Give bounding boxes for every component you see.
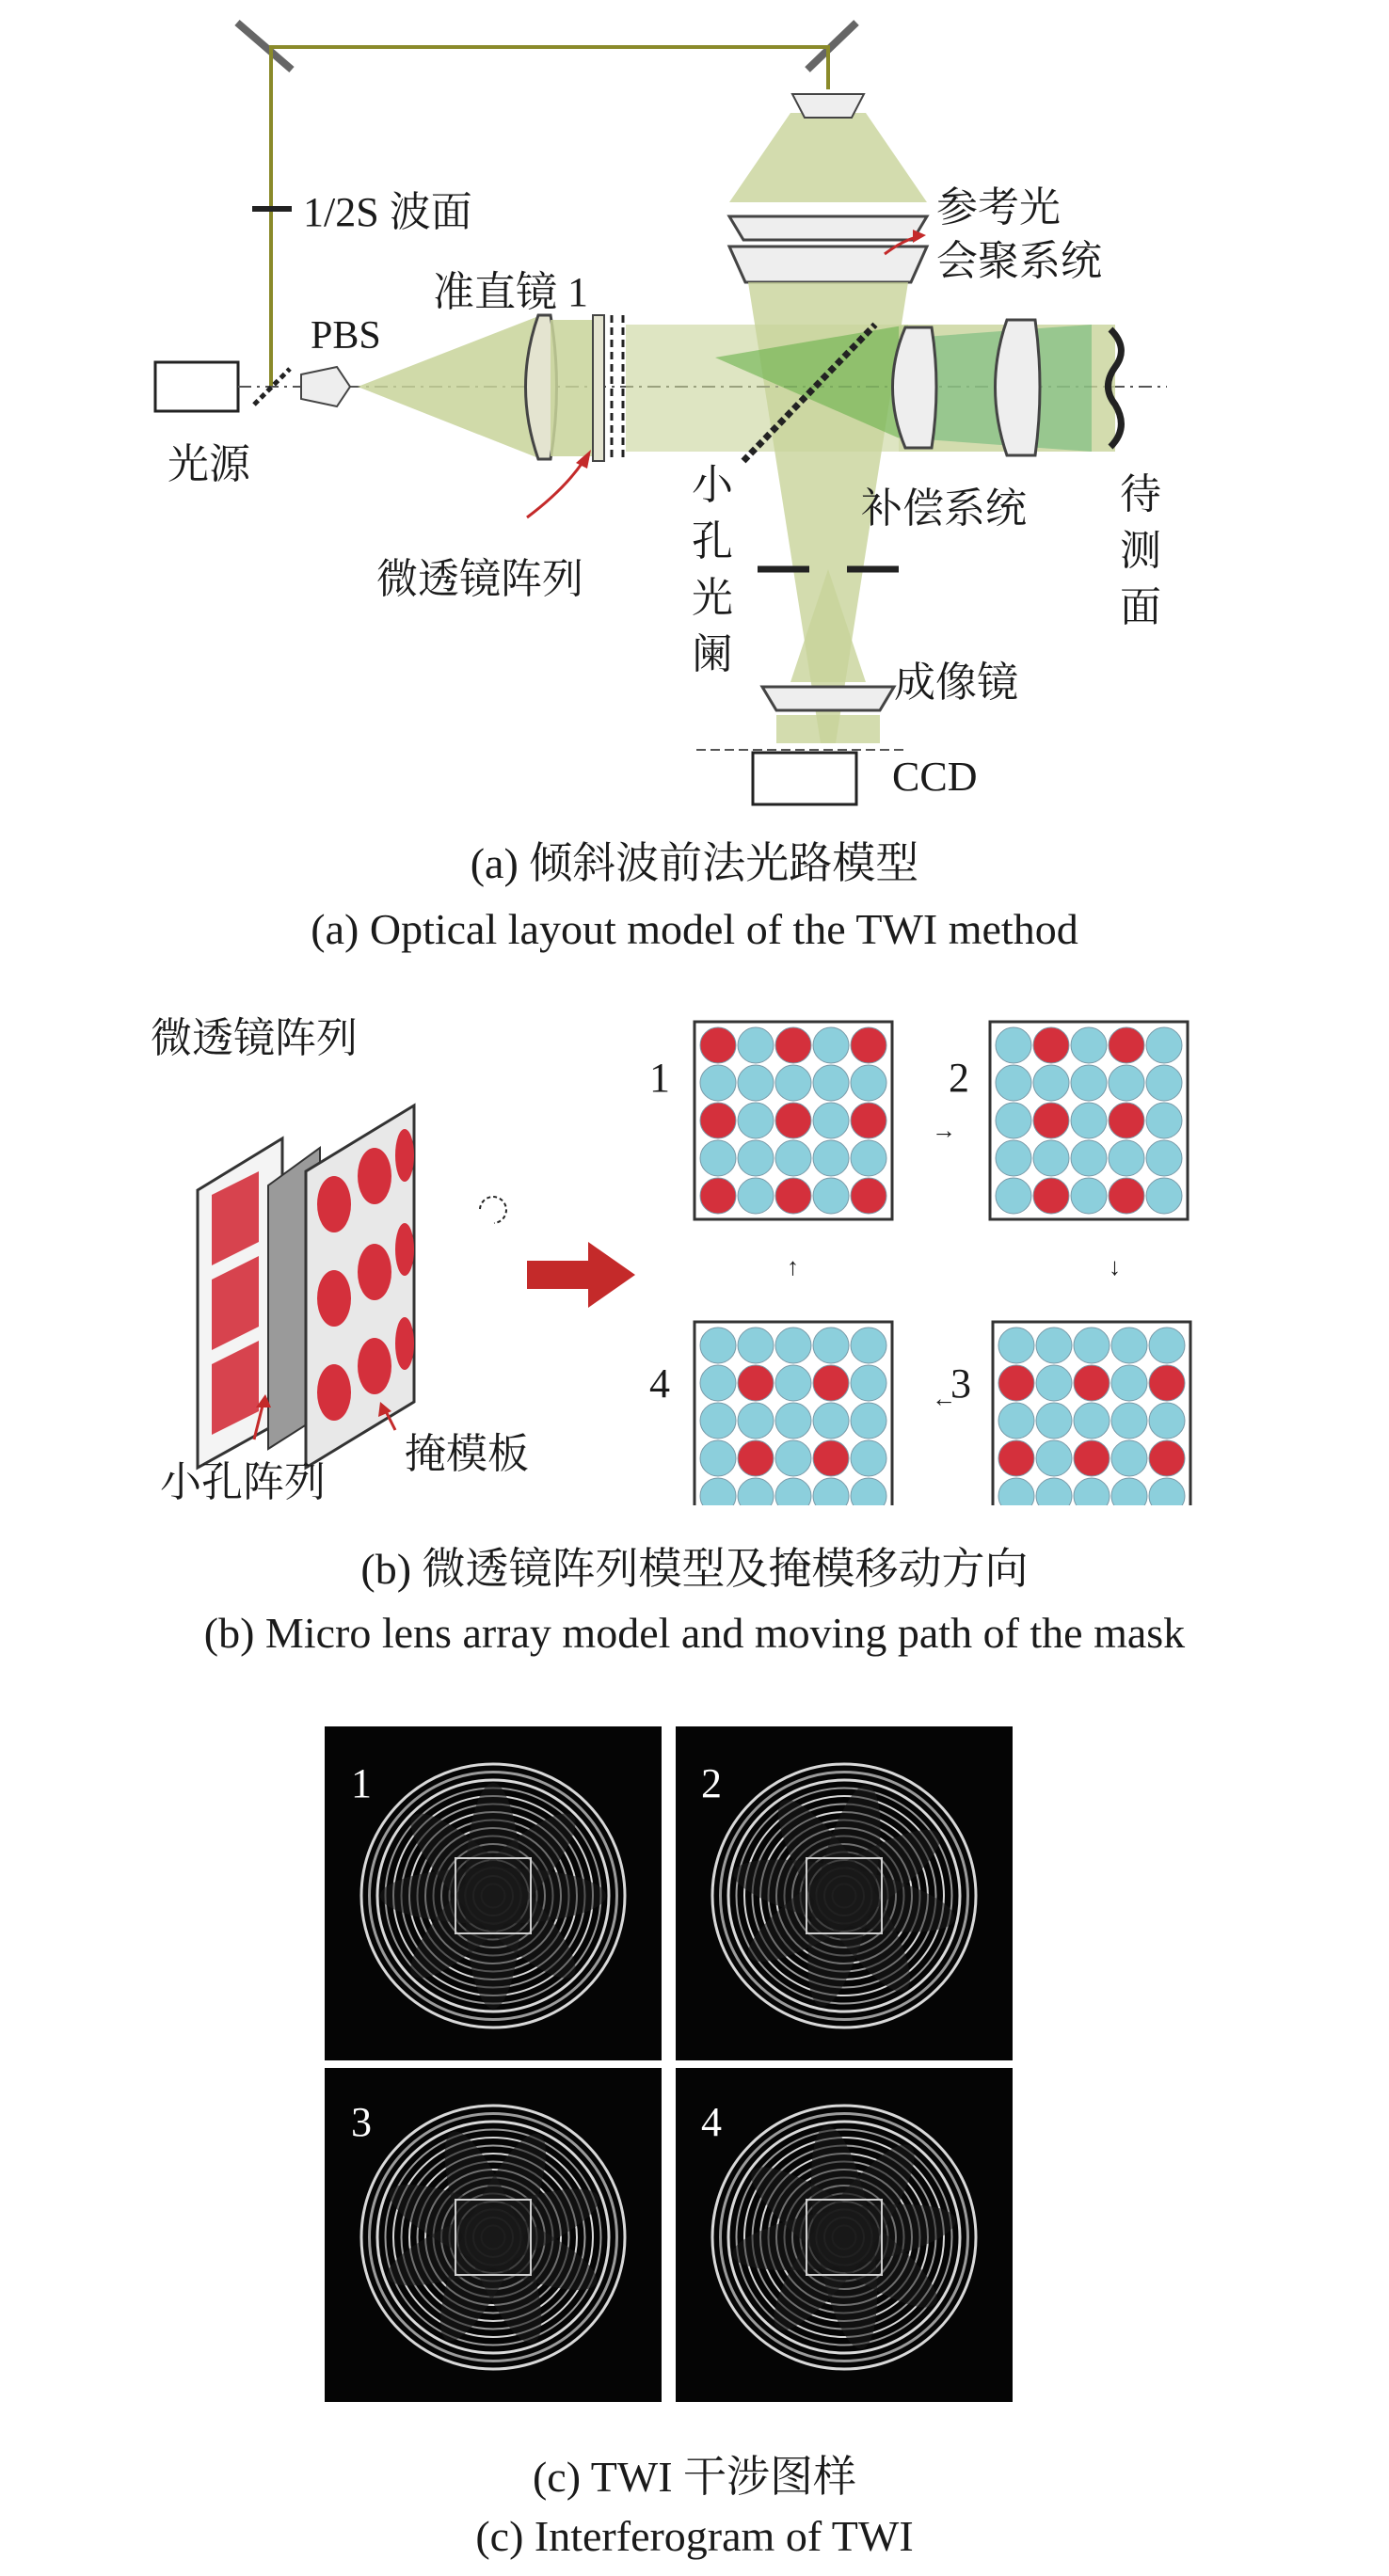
mask-grid-cell — [813, 1178, 849, 1214]
caption-b-cn: (b) 微透镜阵列模型及掩模移动方向 — [360, 1545, 1029, 1593]
mask-grid-cell — [775, 1065, 811, 1101]
ccd-box — [753, 753, 856, 804]
mask-grid-cell — [1036, 1440, 1072, 1476]
interferogram-grid — [0, 1722, 1389, 2446]
optical-layout-diagram — [0, 0, 1389, 941]
light-source-box — [155, 362, 238, 411]
mask-grid-cell — [813, 1365, 849, 1401]
mask-grid-cell — [738, 1440, 774, 1476]
mask-grid-cell — [775, 1403, 811, 1439]
reference-lens-2 — [729, 246, 927, 282]
mask-grid-cell — [738, 1328, 774, 1363]
light-source-label: 光源 — [168, 441, 250, 487]
mask-grid-cell — [1074, 1440, 1110, 1476]
top-small-lens — [792, 94, 864, 118]
panel-c-interferograms — [0, 1722, 1389, 2446]
compensation-label: 补偿系统 — [861, 485, 1027, 532]
reference-label-1: 参考光 — [936, 184, 1061, 231]
arrow-3-to-4: ← — [932, 1385, 956, 1412]
mask-grid-cell — [700, 1440, 736, 1476]
surface-label-3: 面 — [1120, 584, 1161, 630]
mask-grid-cell — [813, 1027, 849, 1063]
mask-grid-cell — [1033, 1140, 1069, 1176]
mask-grid-cell — [851, 1440, 886, 1476]
panel-a-optical-layout — [0, 0, 1389, 941]
surface-label-1: 待 — [1120, 471, 1161, 517]
mask-grid-cell — [1033, 1103, 1069, 1138]
reference-cone-top — [729, 113, 927, 202]
mask-grid-cell — [775, 1103, 811, 1138]
mask-grid-cell — [1109, 1027, 1144, 1063]
aperture-label-4: 阑 — [692, 631, 733, 677]
mask-grid-cell — [851, 1027, 886, 1063]
mask-grid-cell — [738, 1178, 774, 1214]
microlens-model-diagram — [0, 997, 1389, 1505]
mask-grid-cell — [851, 1103, 886, 1138]
microlens-array-label: 微透镜阵列 — [151, 1015, 358, 1061]
mask-grid-cell — [738, 1103, 774, 1138]
mask-grid-cell — [738, 1065, 774, 1101]
mask-grid-cell — [851, 1365, 886, 1401]
mask-grid-cell — [700, 1065, 736, 1101]
mask-grid-cell — [998, 1365, 1034, 1401]
mask-grid-cell — [996, 1140, 1031, 1176]
grid-number-3: 3 — [950, 1360, 971, 1407]
mask-grid-cell — [813, 1440, 849, 1476]
caption-a-en: (a) Optical layout model of the TWI method — [311, 905, 1078, 953]
mask-grid-cell — [1071, 1178, 1107, 1214]
microlens-array-plate — [593, 315, 604, 461]
mask-grid-cell — [1109, 1178, 1144, 1214]
compensation-lens-2 — [996, 320, 1041, 455]
aperture-label-3: 光 — [692, 575, 733, 621]
mask-grid-cell — [813, 1403, 849, 1439]
mask-grid-cell — [1036, 1328, 1072, 1363]
interferogram-number-1: 1 — [351, 1760, 372, 1806]
mask-grid-cell — [1074, 1365, 1110, 1401]
mask-grid-cell — [1149, 1403, 1185, 1439]
mask-grid-cell — [1111, 1440, 1147, 1476]
aperture-label-2: 孔 — [692, 518, 733, 564]
compensation-lens-1 — [893, 327, 937, 448]
mask-grid-cell — [1111, 1403, 1147, 1439]
imaging-label: 成像镜 — [894, 660, 1018, 706]
mask-grid-cell — [700, 1103, 736, 1138]
mask-grid-cell — [1149, 1365, 1185, 1401]
mask-grid-cell — [1146, 1103, 1182, 1138]
mask-grid-cell — [851, 1140, 886, 1176]
mask-grid-cell — [700, 1027, 736, 1063]
mask-grid-cell — [775, 1328, 811, 1363]
panel-b-microlens-model — [0, 997, 1389, 1505]
mask-grid-cell — [813, 1103, 849, 1138]
mask-grid-cell — [775, 1140, 811, 1176]
aperture-label-1: 小 — [692, 462, 733, 508]
mask-grid-cell — [851, 1178, 886, 1214]
mask-grid-cell — [1033, 1027, 1069, 1063]
mask-grid-cell — [775, 1178, 811, 1214]
mask-grid-cell — [998, 1328, 1034, 1363]
imaging-lens — [762, 687, 894, 710]
mask-grid-cell — [775, 1365, 811, 1401]
reference-lens-1 — [729, 216, 927, 240]
caption-c-cn: (c) TWI 干涉图样 — [532, 2453, 857, 2501]
mask-grid-cell — [700, 1328, 736, 1363]
mask-grid-cell — [1146, 1065, 1182, 1101]
mask-grid-cell — [996, 1103, 1031, 1138]
ccd-label: CCD — [892, 754, 978, 800]
pinhole-label: 小孔阵列 — [160, 1459, 326, 1505]
mask-grid-cell — [1149, 1440, 1185, 1476]
mask-grid-cell — [738, 1140, 774, 1176]
mask-grid-cell — [1149, 1328, 1185, 1363]
mask-grid-cell — [1033, 1065, 1069, 1101]
mask-grid-cell — [996, 1065, 1031, 1101]
caption-a-cn: (a) 倾斜波前法光路模型 — [470, 839, 919, 887]
microlens-label: 微透镜阵列 — [376, 556, 583, 602]
mask-grid-cell — [998, 1440, 1034, 1476]
mask-grid-cell — [738, 1403, 774, 1439]
mask-grid-cell — [1071, 1103, 1107, 1138]
surface-label-2: 测 — [1120, 528, 1161, 574]
mask-grid-cell — [813, 1140, 849, 1176]
mask-grid-cell — [1111, 1328, 1147, 1363]
grid-number-2: 2 — [949, 1055, 969, 1101]
mask-grid-cell — [1074, 1328, 1110, 1363]
grid-number-1: 1 — [649, 1055, 670, 1101]
mask-grid-cell — [1109, 1065, 1144, 1101]
mask-grid-cell — [700, 1403, 736, 1439]
arrow-2-to-3: ↓ — [1109, 1253, 1121, 1280]
mask-label: 掩模板 — [405, 1431, 529, 1477]
mask-grid-cell — [1071, 1065, 1107, 1101]
mask-grid-cell — [998, 1403, 1034, 1439]
interferogram-number-4: 4 — [701, 2099, 722, 2145]
arrow-1-to-2: → — [932, 1117, 956, 1144]
grid-number-4: 4 — [649, 1360, 670, 1407]
image-beam-lower — [776, 715, 880, 743]
mask-grid-cell — [1146, 1178, 1182, 1214]
mask-grid-cell — [1111, 1365, 1147, 1401]
mask-grid-cell — [738, 1027, 774, 1063]
mask-grid-cell — [851, 1065, 886, 1101]
caption-b-en: (b) Micro lens array model and moving path of the mask — [203, 1609, 1186, 1657]
mask-grid-cell — [1036, 1365, 1072, 1401]
microlens-pointer-arrow — [527, 461, 583, 517]
arrow-4-to-1: ↑ — [787, 1253, 799, 1280]
mask-grid-cell — [1033, 1178, 1069, 1214]
pbs-label: PBS — [311, 314, 381, 358]
mask-grid-cell — [851, 1403, 886, 1439]
half-wave-label: 1/2S 波面 — [303, 189, 472, 235]
collimated-beam — [551, 320, 593, 456]
mask-grid-cell — [700, 1140, 736, 1176]
mask-grid-cell — [1146, 1027, 1182, 1063]
mask-grid-cell — [775, 1027, 811, 1063]
mask-grid-cell — [1036, 1403, 1072, 1439]
mask-grid-cell — [1109, 1140, 1144, 1176]
mask-grid-cell — [996, 1178, 1031, 1214]
mask-grid-cell — [813, 1328, 849, 1363]
mask-grid-cell — [775, 1440, 811, 1476]
mask-grid-cell — [700, 1178, 736, 1214]
mask-grid-cell — [851, 1328, 886, 1363]
mask-grid-cell — [813, 1065, 849, 1101]
big-right-arrow — [527, 1242, 635, 1308]
reference-label-2: 会聚系统 — [936, 238, 1102, 284]
mask-grid-cell — [1146, 1140, 1182, 1176]
interferogram-tiles — [325, 1726, 1013, 2402]
focus-lens — [301, 367, 350, 406]
mask-grid-cell — [1071, 1027, 1107, 1063]
mask-grid-cell — [996, 1027, 1031, 1063]
caption-c-en: (c) Interferogram of TWI — [475, 2512, 914, 2560]
microlens-cones — [212, 1171, 259, 1435]
mask-grid-cell — [1071, 1140, 1107, 1176]
interferogram-number-2: 2 — [701, 1760, 722, 1806]
collimator-label: 准直镜 1 — [433, 269, 588, 315]
expanding-beam — [358, 315, 541, 459]
mask-grid-cell — [1109, 1103, 1144, 1138]
mask-grid-cell — [1074, 1403, 1110, 1439]
rotation-icon — [480, 1197, 506, 1223]
mask-grid-cell — [738, 1365, 774, 1401]
mask-grid-cell — [700, 1365, 736, 1401]
interferogram-number-3: 3 — [351, 2099, 372, 2145]
